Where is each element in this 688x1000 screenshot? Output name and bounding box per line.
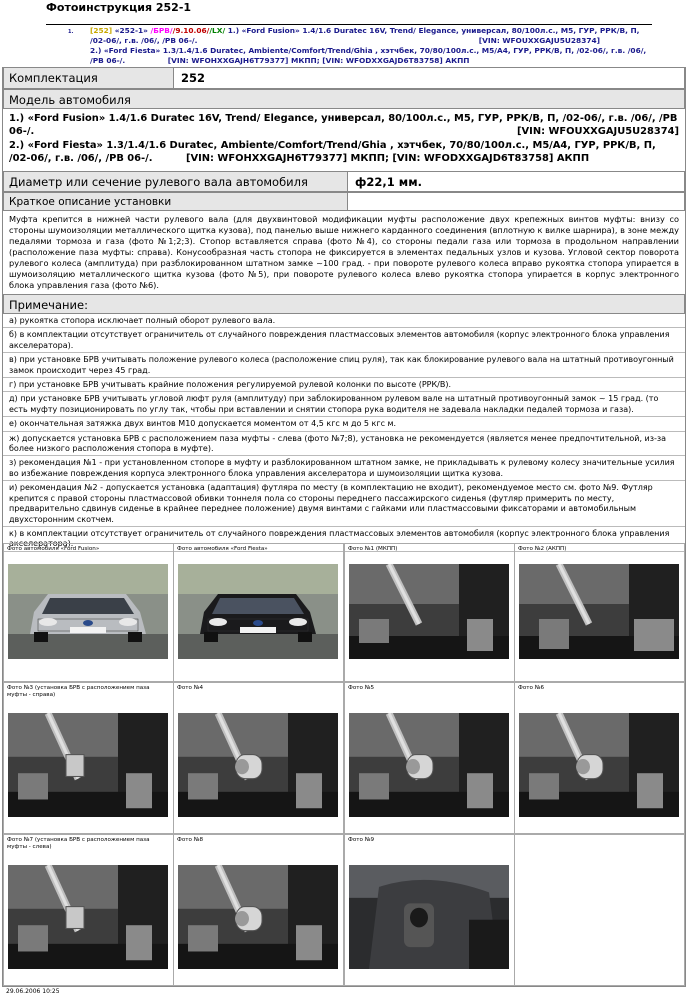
header-vin1: [VIN: WFOUXXGAJU5U28374]	[478, 36, 600, 45]
photo-cell	[344, 834, 515, 986]
shaft-label: Диаметр или сечение рулевого вала автомобиля	[4, 172, 348, 191]
note-item: а) рукоятка стопора исключает полный оборот рулевого вала.	[3, 314, 685, 328]
shaft-value: ф22,1 мм.	[355, 175, 422, 189]
model-text: 1.) «Ford Fusion» 1.4/1.6 Duratec 16V, Trend/ Elegance, универсал, 80/100л.с., M5, ГУР, РРК/В, П, /02-06/, г.в. /06/, /РВ 06-/.	[9, 113, 678, 137]
photo-caption: Фото №4	[177, 685, 204, 691]
photo-cell	[173, 543, 344, 682]
photo-image	[8, 865, 168, 969]
photo-image	[178, 865, 338, 969]
photo-cell	[344, 543, 515, 682]
photo-caption: Фото №7 (установка БРВ с расположением паза муфты - слева)	[7, 837, 150, 850]
note-item: ж) допускается установка БРВ с расположением паза муфты - слева (фото №7;8), установка не рекомендуется (является менее предпочтительной, из-за более низкого расположения стопора в муфте).	[3, 432, 685, 457]
note-item: д) при установке БРВ учитывать угловой люфт руля (амплитуду) при заблокированном рулевом вале на штатный противоугонный замок ~ 15 град. (то есть муфту позиционировать по углу так, чтобы при вставлении и снятии стопора рука водителя не задевала накладки педалей тормоза и газа).	[3, 392, 685, 417]
model-text: 2.) «Ford Fiesta» 1.3/1.4/1.6 Duratec, Ambiente/Comfort/Trend/Ghia , хэтчбек, 70/80/100л.с., M5/A4, ГУР, РРК/В, П, /02-06/, г.в. /06/, /РВ 06-/.	[9, 140, 656, 164]
photo-cell	[173, 682, 344, 834]
photo-image	[8, 713, 168, 817]
photo-caption: Фото №9	[348, 837, 375, 843]
photo-image	[8, 564, 168, 659]
notes-header	[3, 294, 685, 314]
header-code: «252-1»	[114, 26, 148, 35]
header-number: 1.	[68, 29, 74, 35]
photo-image	[519, 564, 679, 659]
install-description: Муфта крепится в нижней части рулевого вала (для двухвинтовой модификации муфты расположение двух крепежных винтов муфты: внизу со стороны шумоизоляции металлического щитка кузова), под панелью выше нижнего карданного соединения (вплотную к вилке шарнира), в зоне между педалями тормоза и газа (фото №1;2;3). Стопор вставляется справа (фото №4), со стороны педали газа или тормоза в продольном направлении (расположение паза муфты: справа). Конусообразная часть стопора не фиксируется в элементах педальных узлов и кузова. Угловой сектор поворота рулевого колеса (амплитуда) при разблокированном штатном замке ~100 град. - при повороте рулевого колеса вправо рукоятка стопора упирается в шумоизоляцию металлического щитка кузова (фото №5), при повороте рулевого колеса влево рукоятка стопора упирается в корпус электронного блока управления газа (фото №6).	[9, 214, 679, 290]
header-model1: 1.) «Ford Fusion» 1.4/1.6 Duratec 16V, Trend/ Elegance, универсал, 80/100л.с., M5, ГУР, РРК/В, П, /02-06/, г.в. /06/, /РВ 06-/.	[90, 26, 640, 45]
note-item: е) окончательная затяжка двух винтов M10 допускается моментом от 4,5 кгс м до 5 кгс м.	[3, 417, 685, 431]
equipment-row	[3, 67, 685, 89]
photo-caption: Фото №5	[348, 685, 375, 691]
photo-caption: Фото №8	[177, 837, 204, 843]
page-title: Фотоинструкция 252-1	[46, 1, 192, 14]
photo-image	[178, 564, 338, 659]
model-list	[3, 109, 685, 171]
model-section-label: Модель автомобиля	[9, 93, 131, 107]
install-header	[3, 192, 685, 211]
note-item: к) в комплектации отсутствует ограничитель от случайного повреждения пластмассовых элементов автомобиля (корпус электронного блока управления акселератора).	[3, 527, 685, 552]
header-vin2: [VIN: WFOHXXGAJH6T79377] МКПП; [VIN: WFODXXGAJD6T83758] АКПП	[167, 55, 470, 65]
note-item: б) в комплектации отсутствует ограничитель от случайного повреждения пластмассовых элементов автомобиля (корпус электронного блока управления акселератора).	[3, 328, 685, 353]
model-item	[9, 139, 679, 165]
note-item: в) при установке БРВ учитывать положение рулевого колеса (расположение спиц руля), так как блокирование рулевого вала на штатный противоугонный замок происходит через 45 град.	[3, 353, 685, 378]
photo-image	[519, 713, 679, 817]
install-label: Краткое описание установки	[4, 193, 348, 210]
header-date: /9.10.06/	[172, 26, 210, 35]
header-model2: 2.) «Ford Fiesta» 1.3/1.4/1.6 Duratec, Ambiente/Comfort/Trend/Ghia , хэтчбек, 70/80/100л.с., M5/A4, ГУР, РРК/В, П, /02-06/, г.в. /06/, /РВ 06-/.	[90, 46, 647, 65]
photo-image	[349, 865, 509, 969]
print-timestamp: 29.06.2006 10:25	[6, 988, 60, 995]
photo-cell	[173, 834, 344, 986]
photo-caption: Фото автомобиля «Ford Fusion»	[7, 546, 100, 552]
header-summary	[90, 26, 650, 65]
photo-caption: Фото №3 (установка БРВ с расположением паза муфты - справа)	[7, 685, 150, 698]
photo-cell	[514, 682, 685, 834]
photo-caption: Фото №1 (МКПП)	[348, 546, 398, 552]
notes-label: Примечание:	[9, 298, 88, 312]
header-lx: /LX/	[209, 26, 226, 35]
note-item: г) при установке БРВ учитывать крайние положения регулируемой рулевой колонки по высоте (РРК/В).	[3, 378, 685, 392]
model-vin: [VIN: WFOUXXGAJU5U28374]	[517, 126, 679, 137]
equipment-value: 252	[181, 71, 206, 85]
notes-list	[3, 314, 685, 552]
photo-cell	[3, 543, 174, 682]
model-vin: [VIN: WFOHXXGAJH6T79377] МКПП; [VIN: WFODXXGAJD6T83758] АКПП	[185, 153, 590, 164]
model-section-header	[3, 89, 685, 109]
photo-caption: Фото №6	[518, 685, 545, 691]
photo-cell-empty	[514, 834, 685, 986]
photo-caption: Фото автомобиля «Ford Fiesta»	[177, 546, 268, 552]
photo-image	[349, 713, 509, 817]
photo-caption: Фото №2 (АКПП)	[518, 546, 567, 552]
shaft-row	[3, 171, 685, 192]
photo-cell	[3, 834, 174, 986]
photo-cell	[344, 682, 515, 834]
header-divider	[46, 24, 652, 25]
photo-cell	[514, 543, 685, 682]
photo-image	[178, 713, 338, 817]
note-item: и) рекомендация №2 - допускается установка (адаптация) футляра по месту (в комплектацию не входит), рекомендуемое место см. фото №9. Футляр крепится с правой стороны пластмассовой обивки тоннеля пола со стороны переднего пассажирского сиденья (футляр примерить по месту, предварительно сдвинув сиденье в крайнее переднее положение) двумя винтами с гайками или пластмассовыми фиксаторами и автомобильным двухсторонним скотчем.	[3, 481, 685, 527]
photo-cell	[3, 682, 174, 834]
photo-image	[349, 564, 509, 659]
header-code-bracket: [252]	[90, 26, 113, 35]
equipment-label: Комплектация	[4, 68, 174, 88]
header-brv: /БРВ/	[150, 26, 173, 35]
note-item: з) рекомендация №1 - при установленном стопоре в муфту и разблокированном штатном замке, не прикладывать к рулевому колесу значительные усилия во избежание повреждения корпуса электронного блока управления акселератора и шумоизоляции щитка кузова.	[3, 456, 685, 481]
model-item	[9, 112, 679, 138]
